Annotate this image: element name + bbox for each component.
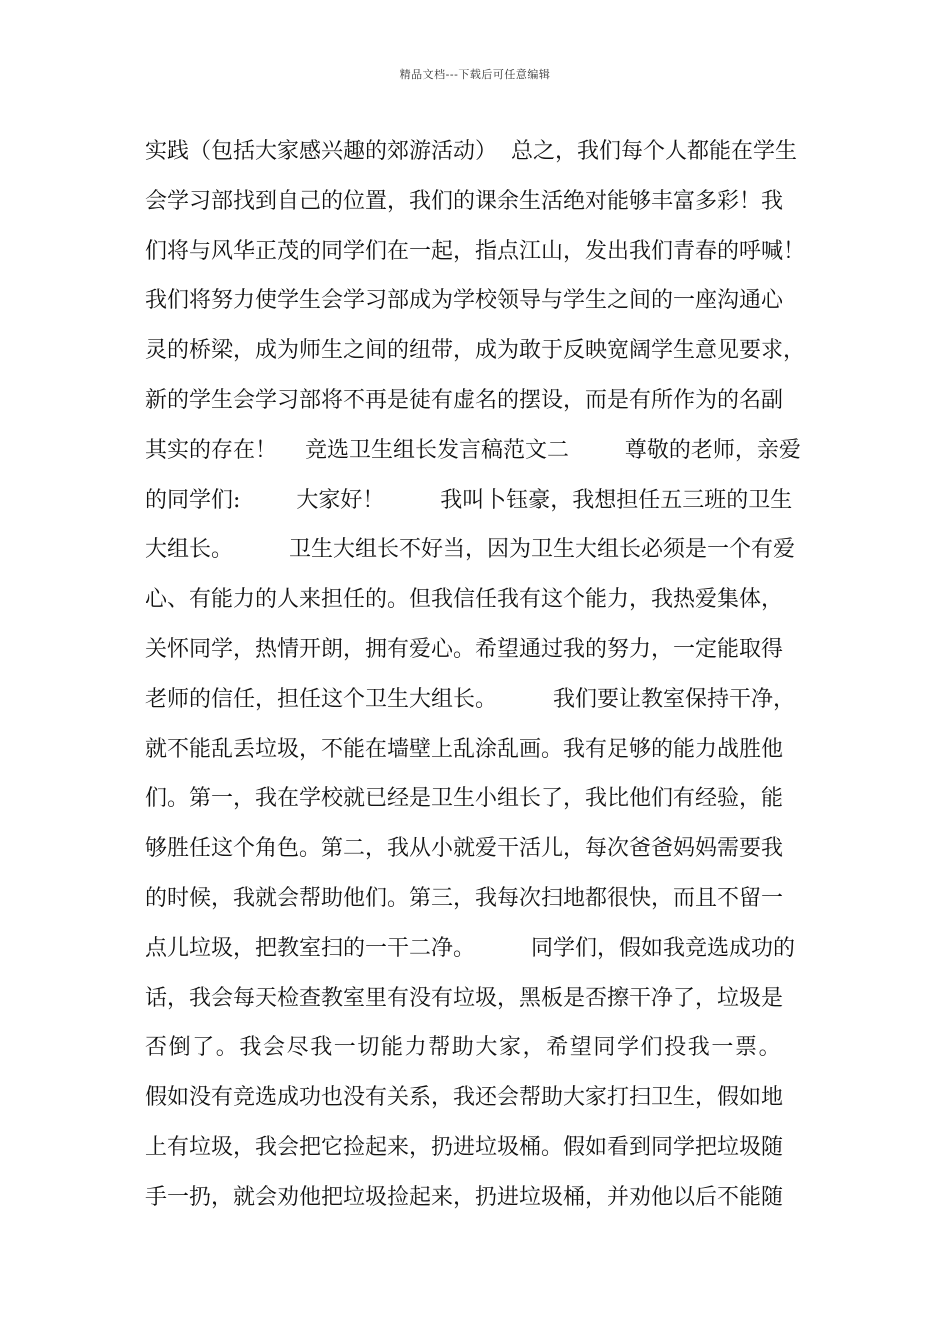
text-line: 心、有能力的人来担任的。但我信任我有这个能力，我热爱集体， [145,587,784,613]
text-line: 否倒了。我会尽我一切能力帮助大家，希望同学们投我一票。 [145,1035,783,1061]
text-line: 其实的存在！ 竞选卫生组长发言稿范文二 尊敬的老师，亲爱 [145,437,801,463]
text-line: 老师的信任，担任这个卫生大组长。 我们要让教室保持干净， [145,686,795,712]
text-line: 的时候，我就会帮助他们。第三，我每次扫地都很快，而且不留一 [145,885,784,911]
text-line: 的同学们: 大家好！ 我叫卜钰豪，我想担任五三班的卫生 [145,487,793,513]
text-line: 我们将努力使学生会学习部成为学校领导与学生之间的一座沟通心 [145,288,784,314]
text-line: 手一扔，就会劝他把垃圾捡起来，扔进垃圾桶，并劝他以后不能随 [145,1184,784,1210]
page-header: 精品文档---下载后可任意编辑 [399,68,551,81]
text-line: 灵的桥梁，成为师生之间的纽带，成为敢于反映宽阔学生意见要求， [145,338,806,364]
text-line: 大组长。 卫生大组长不好当，因为卫生大组长必须是一个有爱 [145,537,795,563]
text-line: 会学习部找到自己的位置，我们的课余生活绝对能够丰富多彩！我 [145,188,784,214]
text-line: 够胜任这个角色。第二，我从小就爱干活儿，每次爸爸妈妈需要我 [145,836,784,862]
text-line: 点儿垃圾，把教室扫的一干二净。 同学们，假如我竞选成功的 [145,935,795,961]
text-line: 关怀同学，热情开朗，拥有爱心。希望通过我的努力，一定能取得 [145,636,784,662]
text-line: 话，我会每天检查教室里有没有垃圾，黑板是否擦干净了，垃圾是 [145,985,784,1011]
text-line: 们。第一，我在学校就已经是卫生小组长了，我比他们有经验，能 [145,786,784,812]
text-line: 就不能乱丢垃圾，不能在墙壁上乱涂乱画。我有足够的能力战胜他 [145,736,784,762]
text-line: 上有垃圾，我会把它捡起来，扔进垃圾桶。假如看到同学把垃圾随 [145,1134,784,1160]
text-line: 们将与风华正茂的同学们在一起，指点江山，发出我们青春的呼喊！ [145,238,806,264]
body-text [145,132,825,1228]
text-line: 新的学生会学习部将不再是徒有虚名的摆设，而是有所作为的名副 [145,387,784,413]
text-line: 假如没有竞选成功也没有关系，我还会帮助大家打扫卫生，假如地 [145,1085,784,1111]
text-line: 实践（包括大家感兴趣的郊游活动） 总之，我们每个人都能在学生 [145,139,797,164]
